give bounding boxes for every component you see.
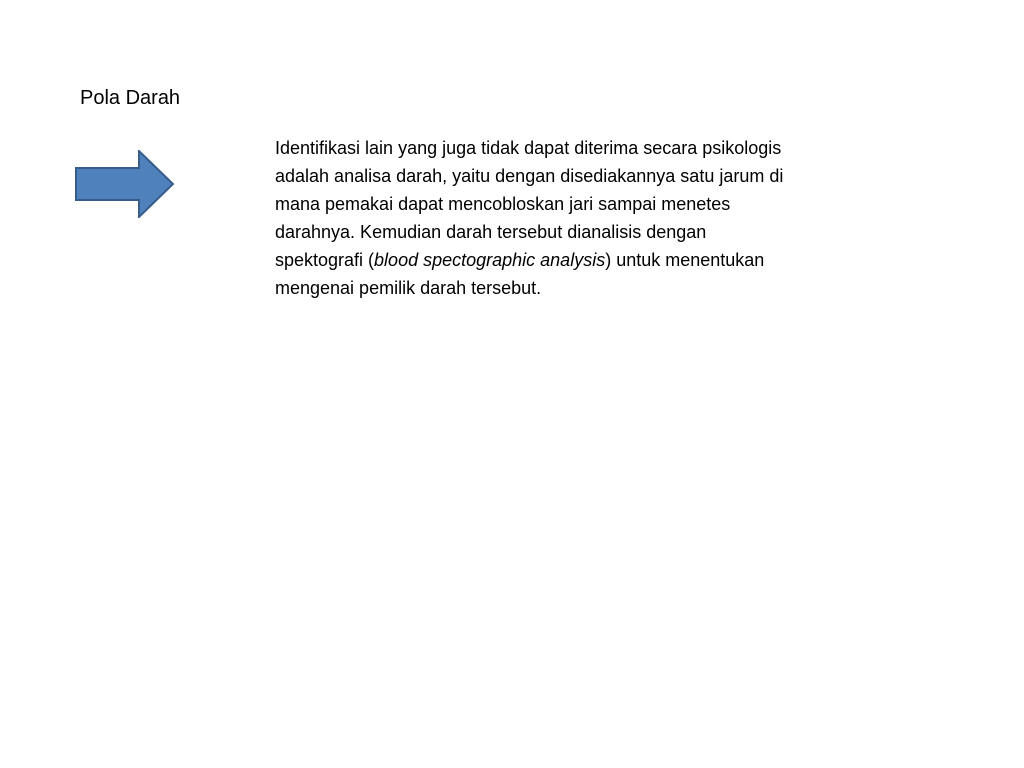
paragraph-line-4: darahnya. Kemudian darah tersebut dianalisis dengan [275, 222, 707, 242]
right-arrow-icon [74, 150, 176, 218]
paragraph-line-3: mana pemakai dapat mencobloskan jari sampai menetes [275, 194, 731, 214]
slide-title: Pola Darah [80, 87, 181, 109]
paragraph-line-5-end: ) untuk menentukan [605, 250, 765, 270]
paragraph-line-2: adalah analisa darah, yaitu dengan disediakannya satu jarum di [275, 166, 784, 186]
italic-term: blood spectographic analysis [374, 250, 606, 270]
arrow-shape [76, 151, 173, 217]
paragraph-line-5 [275, 246, 875, 274]
paragraph-line-5-start: spektografi ( [275, 250, 375, 270]
paragraph-line-6: mengenai pemilik darah tersebut. [275, 278, 542, 298]
paragraph-line-1: Identifikasi lain yang juga tidak dapat diterima secara psikologis [275, 138, 782, 158]
body-paragraph [275, 134, 875, 302]
